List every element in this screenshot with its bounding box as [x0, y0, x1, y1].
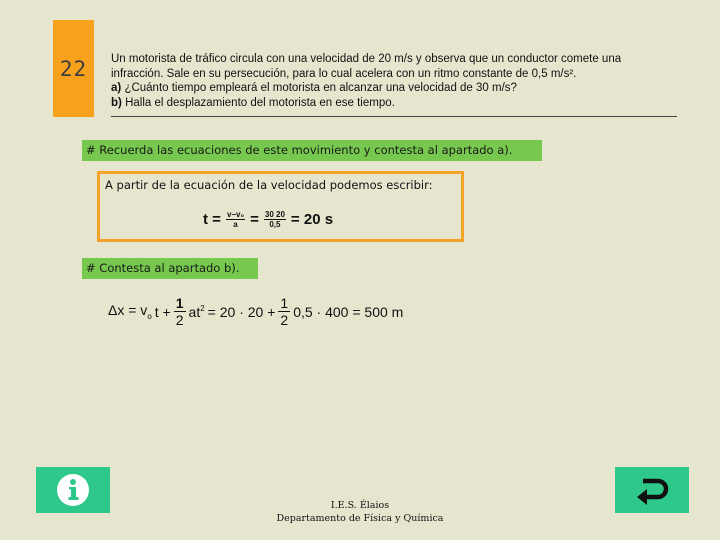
eq-b-at2-sup: 2 [200, 303, 205, 313]
footer-department: Departamento de Física y Química [276, 513, 444, 524]
fraction-numerator: v−v₀ [226, 210, 245, 219]
eq-equals: = [250, 211, 259, 228]
part-b-text: Halla el desplazamiento del motorista en ese tiempo. [125, 96, 395, 109]
info-button[interactable] [36, 467, 110, 513]
problem-number-box [53, 20, 94, 117]
part-b [111, 96, 671, 111]
part-a [111, 81, 671, 96]
eq-lhs: t = [203, 211, 221, 228]
statement-line-1: Un motorista de tráfico circula con una velocidad de 20 m/s y observa que un conductor comete una [111, 53, 622, 65]
part-a-text: ¿Cuánto tiempo empleará el motorista en alcanzar una velocidad de 30 m/s? [124, 82, 517, 94]
fraction-values [264, 210, 286, 229]
answer-a-equation [203, 210, 333, 229]
half-1-denominator: 2 [175, 312, 184, 328]
eq-result: = 20 s [290, 211, 334, 228]
half-2-numerator: 1 [280, 295, 289, 311]
statement-line-2: infracción. Sale en su persecución, para lo cual acelera con un ritmo constante de 0,5 m/s². [111, 67, 577, 80]
eq-b-at2-text: at [188, 303, 201, 320]
answer-a-intro: A partir de la ecuación de la velocidad podemos escribir: [105, 178, 433, 192]
fraction-values-denominator: 0,5 [269, 220, 281, 229]
statement-divider [111, 116, 677, 117]
eq-b-tail: 0,5 · 400 = 500 m [293, 303, 404, 320]
eq-b-t-term: t + [154, 303, 171, 320]
eq-b-mid: = 20 · 20 + [207, 303, 276, 320]
hint-part-b[interactable]: # Contesta al apartado b). [82, 258, 258, 279]
part-b-label: b) [111, 96, 122, 109]
eq-b-at2 [189, 304, 205, 320]
problem-number: 22 [59, 56, 88, 81]
eq-b-lhs-text: Δx = v [108, 302, 148, 319]
fraction-denominator: a [233, 220, 238, 229]
fraction-values-numerator: 30 20 [264, 210, 285, 219]
eq-b-lhs [108, 302, 152, 321]
return-arrow-icon [634, 475, 670, 505]
footer-school: I.E.S. Élaios [330, 500, 390, 511]
info-icon [56, 473, 90, 507]
fraction-velocity-over-a [226, 210, 245, 229]
answer-b-equation [108, 295, 403, 328]
half-1-numerator: 1 [175, 295, 184, 311]
problem-statement [111, 52, 671, 110]
answer-a-box [97, 171, 464, 242]
back-button[interactable] [615, 467, 689, 513]
eq-b-lhs-sub: o [147, 311, 152, 321]
hint-part-a[interactable]: # Recuerda las ecuaciones de este movimiento y contesta al apartado a). [82, 140, 542, 161]
part-a-label: a) [111, 82, 122, 94]
footer [260, 499, 460, 525]
half-fraction-1 [174, 295, 186, 328]
half-fraction-2 [278, 295, 290, 328]
half-2-denominator: 2 [280, 312, 289, 328]
